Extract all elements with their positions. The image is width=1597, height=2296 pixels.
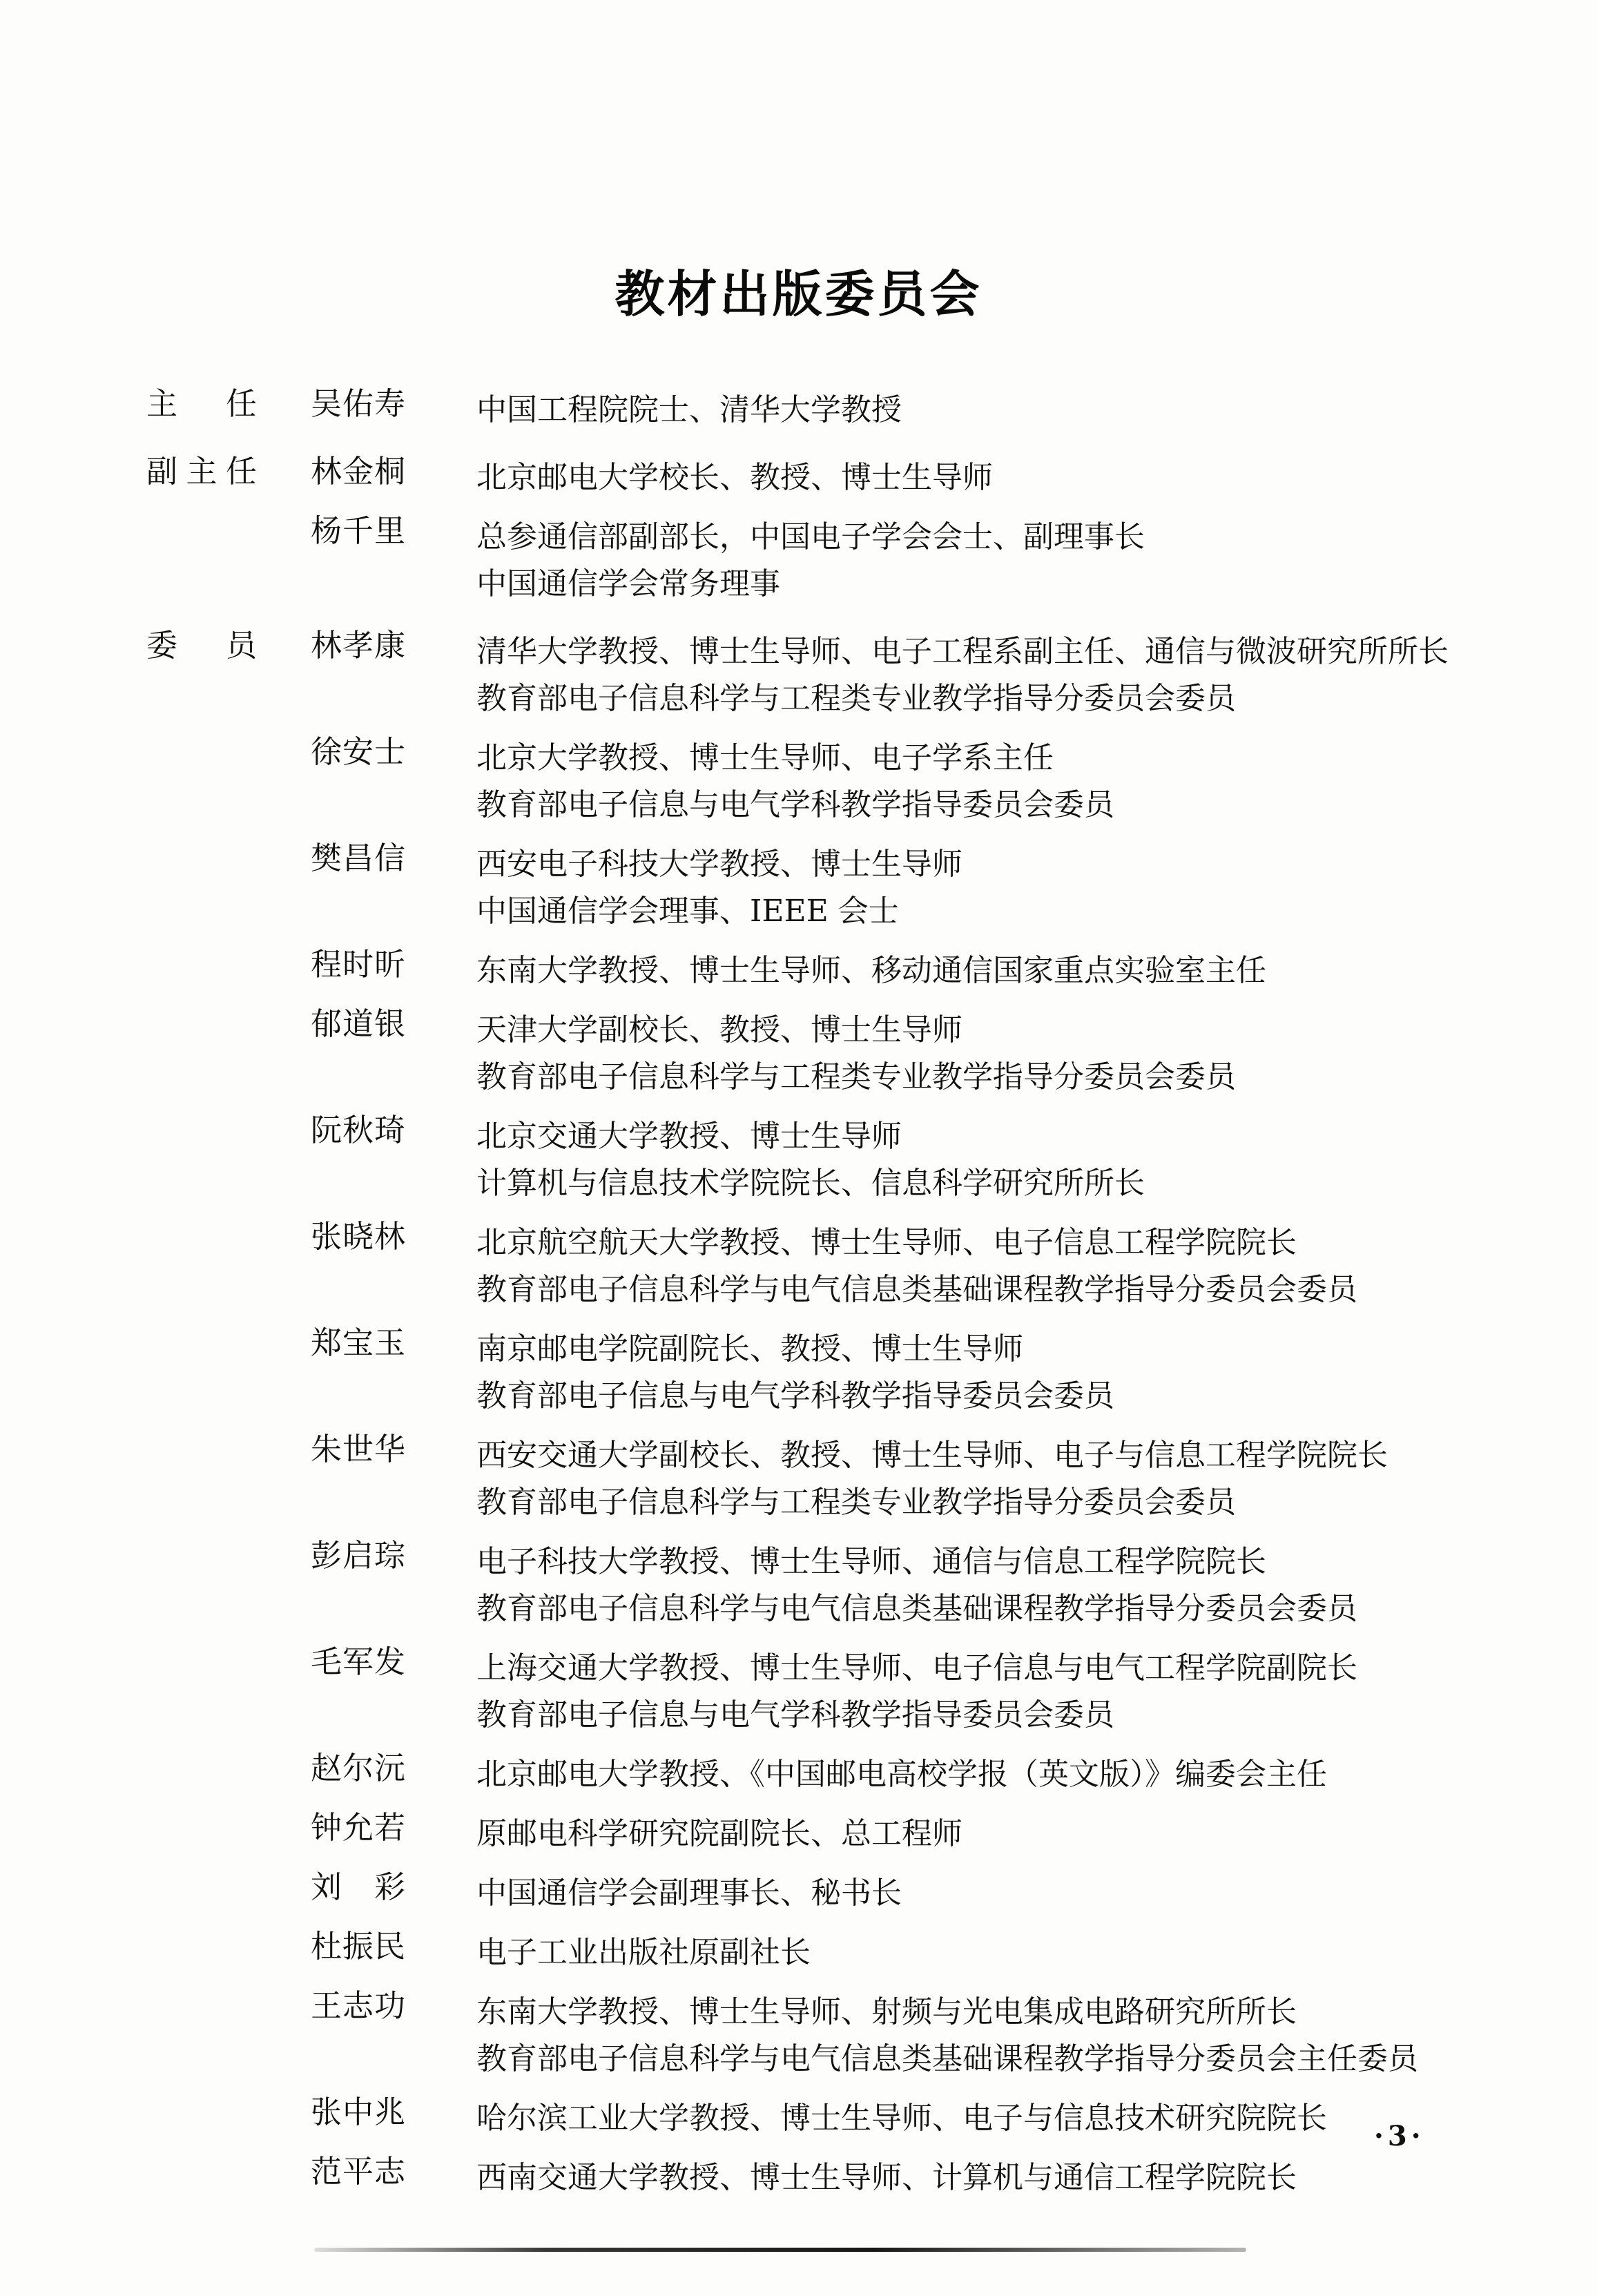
member-name: 郁道银 xyxy=(311,1005,407,1042)
member-name: 范平志 xyxy=(311,2153,407,2190)
affiliation-line: 教育部电子信息与电气学科教学指导委员会委员 xyxy=(476,787,1114,822)
member-name: 赵尔沅 xyxy=(311,1750,407,1786)
group-label: 主任 xyxy=(146,385,257,422)
member-name: 樊昌信 xyxy=(311,840,407,876)
affiliation-line: 北京邮电大学校长、教授、博士生导师 xyxy=(476,460,993,495)
member-entry xyxy=(0,1637,1597,1739)
affiliation-line: 教育部电子信息科学与电气信息类基础课程教学指导分委员会委员 xyxy=(476,1591,1357,1626)
member-entry xyxy=(0,1424,1597,1526)
affiliation-line: 中国通信学会理事、IEEE 会士 xyxy=(476,894,899,929)
member-name: 徐安士 xyxy=(311,733,407,770)
affiliation-line: 教育部电子信息科学与工程类专业教学指导分委员会委员 xyxy=(476,681,1236,716)
scan-edge-line xyxy=(314,2248,1246,2252)
member-affiliations xyxy=(476,1318,1597,1420)
member-affiliations xyxy=(476,1743,1597,1798)
affiliation-line: 电子科技大学教授、博士生导师、通信与信息工程学院院长 xyxy=(476,1544,1266,1579)
affiliation-line: 北京大学教授、博士生导师、电子学系主任 xyxy=(476,740,1054,775)
member-affiliations xyxy=(476,999,1597,1101)
affiliation-line: 教育部电子信息科学与工程类专业教学指导分委员会委员 xyxy=(476,1059,1236,1094)
affiliation-line: 东南大学教授、博士生导师、移动通信国家重点实验室主任 xyxy=(476,953,1266,988)
affiliation-line: 中国通信学会常务理事 xyxy=(476,566,780,601)
member-affiliations xyxy=(476,446,1597,501)
member-entry xyxy=(0,1211,1597,1313)
affiliation-line: 教育部电子信息与电气学科教学指导委员会委员 xyxy=(476,1697,1114,1733)
member-entry xyxy=(0,726,1597,829)
committee-roster xyxy=(0,378,1597,2206)
member-affiliations xyxy=(476,1105,1597,1207)
affiliation-line: 总参通信部副部长，中国电子学会会士、副理事长 xyxy=(476,519,1145,554)
member-name: 张中兆 xyxy=(311,2094,407,2130)
member-name: 阮秋琦 xyxy=(311,1112,407,1148)
member-affiliations xyxy=(476,726,1597,829)
member-name: 朱世华 xyxy=(311,1431,407,1467)
member-name: 林金桐 xyxy=(311,453,407,490)
member-entry xyxy=(0,1105,1597,1207)
member-affiliations xyxy=(476,1530,1597,1632)
affiliation-line: 中国通信学会副理事长、秘书长 xyxy=(476,1875,902,1911)
affiliation-line: 南京邮电学院副院长、教授、博士生导师 xyxy=(476,1331,1023,1367)
member-affiliations xyxy=(476,939,1597,994)
group-label: 副主任 xyxy=(146,453,257,490)
member-name: 张晓林 xyxy=(311,1218,407,1255)
member-affiliations xyxy=(476,1211,1597,1313)
affiliation-line: 哈尔滨工业大学教授、博士生导师、电子与信息技术研究院院长 xyxy=(476,2101,1327,2136)
member-entry xyxy=(0,1743,1597,1798)
member-affiliations xyxy=(476,1424,1597,1526)
member-name: 程时昕 xyxy=(311,946,407,983)
page-title: 教材出版委员会 xyxy=(614,265,983,323)
affiliation-line: 东南大学教授、博士生导师、射频与光电集成电路研究所所长 xyxy=(476,1994,1297,2029)
affiliation-line: 天津大学副校长、教授、博士生导师 xyxy=(476,1012,962,1048)
group-label: 委员 xyxy=(146,627,257,664)
member-affiliations xyxy=(476,2146,1597,2201)
member-name: 彭启琮 xyxy=(311,1537,407,1574)
member-entry xyxy=(0,1862,1597,1917)
member-entry xyxy=(0,2087,1597,2142)
member-entry xyxy=(0,505,1597,608)
member-name: 毛军发 xyxy=(311,1643,407,1680)
affiliation-line: 电子工业出版社原副社长 xyxy=(476,1935,811,1970)
member-affiliations xyxy=(476,833,1597,935)
affiliation-line: 中国工程院院士、清华大学教授 xyxy=(476,392,902,427)
member-affiliations xyxy=(476,1862,1597,1917)
affiliation-line: 原邮电科学研究院副院长、总工程师 xyxy=(476,1816,962,1851)
member-affiliations xyxy=(476,1980,1597,2083)
affiliation-line: 北京交通大学教授、博士生导师 xyxy=(476,1119,902,1154)
affiliation-line: 上海交通大学教授、博士生导师、电子信息与电气工程学院副院长 xyxy=(476,1650,1357,1686)
member-name: 林孝康 xyxy=(311,627,407,664)
member-affiliations xyxy=(476,2087,1597,2142)
member-name: 郑宝玉 xyxy=(311,1324,407,1361)
member-name: 杜振民 xyxy=(311,1928,407,1965)
member-entry xyxy=(0,999,1597,1101)
affiliation-line: 教育部电子信息与电气学科教学指导委员会委员 xyxy=(476,1378,1114,1414)
member-name: 钟允若 xyxy=(311,1809,407,1846)
affiliation-line: 教育部电子信息科学与工程类专业教学指导分委员会委员 xyxy=(476,1485,1236,1520)
affiliation-line: 清华大学教授、博士生导师、电子工程系副主任、通信与微波研究所所长 xyxy=(476,634,1449,669)
affiliation-line: 西安电子科技大学教授、博士生导师 xyxy=(476,847,962,882)
affiliation-line: 教育部电子信息科学与电气信息类基础课程教学指导分委员会主任委员 xyxy=(476,2041,1418,2076)
member-affiliations xyxy=(476,1637,1597,1739)
member-name: 刘 彩 xyxy=(311,1869,407,1905)
member-affiliations xyxy=(476,620,1597,722)
member-affiliations xyxy=(476,1802,1597,1858)
affiliation-line: 西安交通大学副校长、教授、博士生导师、电子与信息工程学院院长 xyxy=(476,1438,1388,1473)
committee-group xyxy=(0,378,1597,434)
member-affiliations xyxy=(476,505,1597,608)
member-entry xyxy=(0,833,1597,935)
committee-group xyxy=(0,446,1597,608)
member-affiliations xyxy=(476,1921,1597,1976)
member-name: 杨千里 xyxy=(311,512,407,549)
committee-group xyxy=(0,620,1597,2201)
member-entry xyxy=(0,1802,1597,1858)
affiliation-line: 教育部电子信息科学与电气信息类基础课程教学指导分委员会委员 xyxy=(476,1272,1357,1307)
member-entry xyxy=(0,1980,1597,2083)
member-entry xyxy=(0,1530,1597,1632)
affiliation-line: 北京邮电大学教授、《中国邮电高校学报（英文版）》编委会主任 xyxy=(476,1757,1327,1792)
affiliation-line: 北京航空航天大学教授、博士生导师、电子信息工程学院院长 xyxy=(476,1225,1297,1260)
member-entry xyxy=(0,2146,1597,2201)
member-entry xyxy=(0,1921,1597,1976)
member-entry xyxy=(0,939,1597,994)
member-affiliations xyxy=(476,378,1597,434)
affiliation-line: 计算机与信息技术学院院长、信息科学研究所所长 xyxy=(476,1166,1145,1201)
member-name: 吴佑寿 xyxy=(311,385,407,422)
page-number: ·3· xyxy=(1374,2120,1425,2152)
member-entry xyxy=(0,1318,1597,1420)
member-name: 王志功 xyxy=(311,1987,407,2024)
affiliation-line: 西南交通大学教授、博士生导师、计算机与通信工程学院院长 xyxy=(476,2160,1297,2195)
